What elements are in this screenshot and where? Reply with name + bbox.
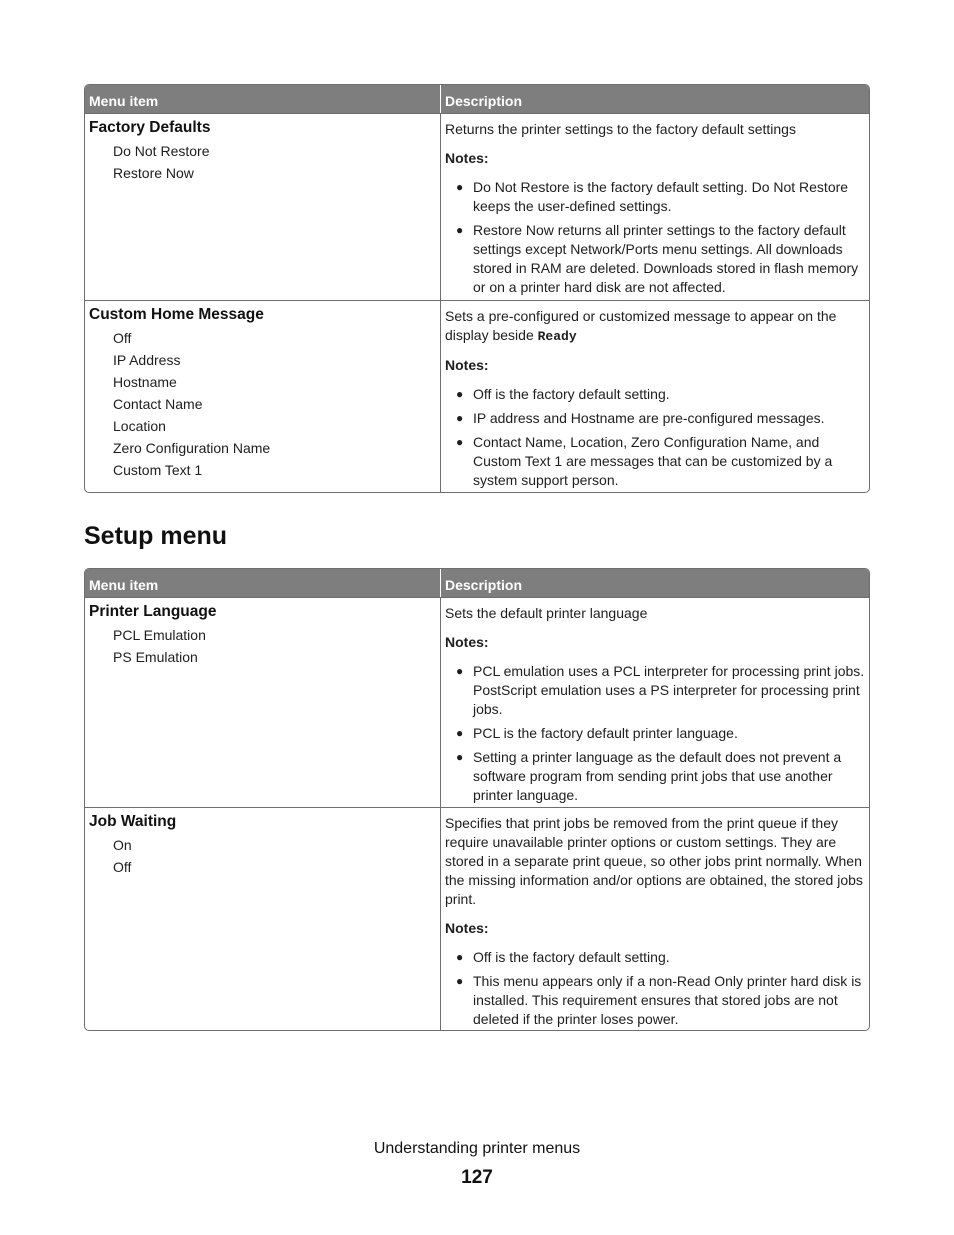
note-item: ● Contact Name, Location, Zero Configuration Name, and Custom Text 1 are messages that can be customized by a system support person.	[445, 433, 865, 490]
description-cell	[441, 808, 869, 1030]
header-menu-item: Menu item	[85, 569, 441, 597]
menu-item-title: Custom Home Message	[89, 306, 264, 323]
notes-label: Notes:	[445, 634, 489, 650]
bullet-icon: ●	[456, 435, 464, 449]
notes-list	[445, 385, 865, 490]
bullet-icon: ●	[456, 750, 464, 764]
bullet-icon: ●	[456, 180, 464, 194]
table-row-job-waiting	[85, 807, 869, 1030]
description-text: Returns the printer settings to the factory default settings	[445, 121, 796, 137]
menu-option: Restore Now	[113, 165, 194, 181]
menu-item-cell	[85, 808, 441, 1030]
table-header	[85, 85, 869, 113]
menu-option: On	[113, 837, 132, 853]
bullet-icon: ●	[456, 974, 464, 988]
ready-code: Ready	[537, 329, 577, 344]
menu-item-title: Factory Defaults	[89, 119, 211, 136]
menu-option: Zero Configuration Name	[113, 440, 271, 456]
description-cell	[441, 301, 869, 492]
header-description: Description	[445, 577, 523, 593]
menu-option: Location	[113, 418, 166, 434]
note-item: ● Do Not Restore is the factory default setting. Do Not Restore keeps the user-defined settings.	[445, 178, 865, 216]
menu-option: Custom Text 1	[113, 462, 203, 478]
description-text: Sets a pre-configured or customized message to appear on the display beside Ready	[445, 308, 837, 344]
menu-item-cell	[85, 598, 441, 807]
note-item: ● This menu appears only if a non-Read Only printer hard disk is installed. This requirement ensures that stored jobs are not deleted if the printer loses power.	[445, 972, 865, 1029]
bullet-icon: ●	[456, 387, 464, 401]
menu-option: Contact Name	[113, 396, 203, 412]
header-description: Description	[445, 93, 523, 109]
menu-option: Off	[113, 859, 132, 875]
notes-list	[445, 662, 865, 805]
notes-label: Notes:	[445, 920, 489, 936]
table-row-factory-defaults	[85, 113, 869, 300]
section-heading: Setup menu	[84, 522, 228, 550]
note-item: ● PCL is the factory default printer language.	[445, 724, 865, 743]
menu-item-cell	[85, 301, 441, 492]
description-text: Sets the default printer language	[445, 605, 648, 621]
note-item: ● PCL emulation uses a PCL interpreter for processing print jobs. PostScript emulation uses a PS interpreter for processing print jobs.	[445, 662, 865, 719]
bullet-icon: ●	[456, 223, 464, 237]
menu-option: PCL Emulation	[113, 627, 206, 643]
note-item: ● Off is the factory default setting.	[445, 385, 865, 404]
notes-label: Notes:	[445, 150, 489, 166]
notes-list	[445, 178, 865, 297]
menu-item-cell	[85, 114, 441, 300]
description-cell	[441, 598, 869, 807]
footer-title: Understanding printer menus	[373, 1140, 581, 1157]
notes-label: Notes:	[445, 357, 489, 373]
bullet-icon: ●	[456, 726, 464, 740]
table-row-custom-home-message	[85, 300, 869, 492]
bullet-icon: ●	[456, 664, 464, 678]
menu-option: Do Not Restore	[113, 143, 210, 159]
menu-table-2	[84, 568, 870, 1031]
bullet-icon: ●	[456, 950, 464, 964]
description-cell	[441, 114, 869, 300]
menu-table-1	[84, 84, 870, 493]
description-text: Specifies that print jobs be removed from the print queue if they require unavailable printer options or custom settings. They are stored in a separate print queue, so other jobs print normally. When the missing information and/or options are obtained, the stored jobs print.	[445, 815, 863, 907]
note-item: ● Off is the factory default setting.	[445, 948, 865, 967]
menu-option: Hostname	[113, 374, 177, 390]
menu-option: PS Emulation	[113, 649, 198, 665]
menu-option: Off	[113, 330, 132, 346]
notes-list	[445, 948, 865, 1029]
bullet-icon: ●	[456, 411, 464, 425]
menu-option: IP Address	[113, 352, 181, 368]
note-item: ● Setting a printer language as the default does not prevent a software program from sending print jobs that use another printer language.	[445, 748, 865, 805]
header-menu-item: Menu item	[85, 85, 441, 113]
menu-item-title: Printer Language	[89, 603, 217, 620]
note-item: ● Restore Now returns all printer settings to the factory default settings except Network/Ports menu settings. All downloads stored in RAM are deleted. Downloads stored in flash memory or on a printer hard disk are not affected.	[445, 221, 865, 297]
table-row-printer-language	[85, 597, 869, 807]
menu-item-title: Job Waiting	[89, 813, 177, 830]
note-item: ● IP address and Hostname are pre-configured messages.	[445, 409, 865, 428]
table-header	[85, 569, 869, 597]
page-number: 127	[461, 1167, 493, 1188]
